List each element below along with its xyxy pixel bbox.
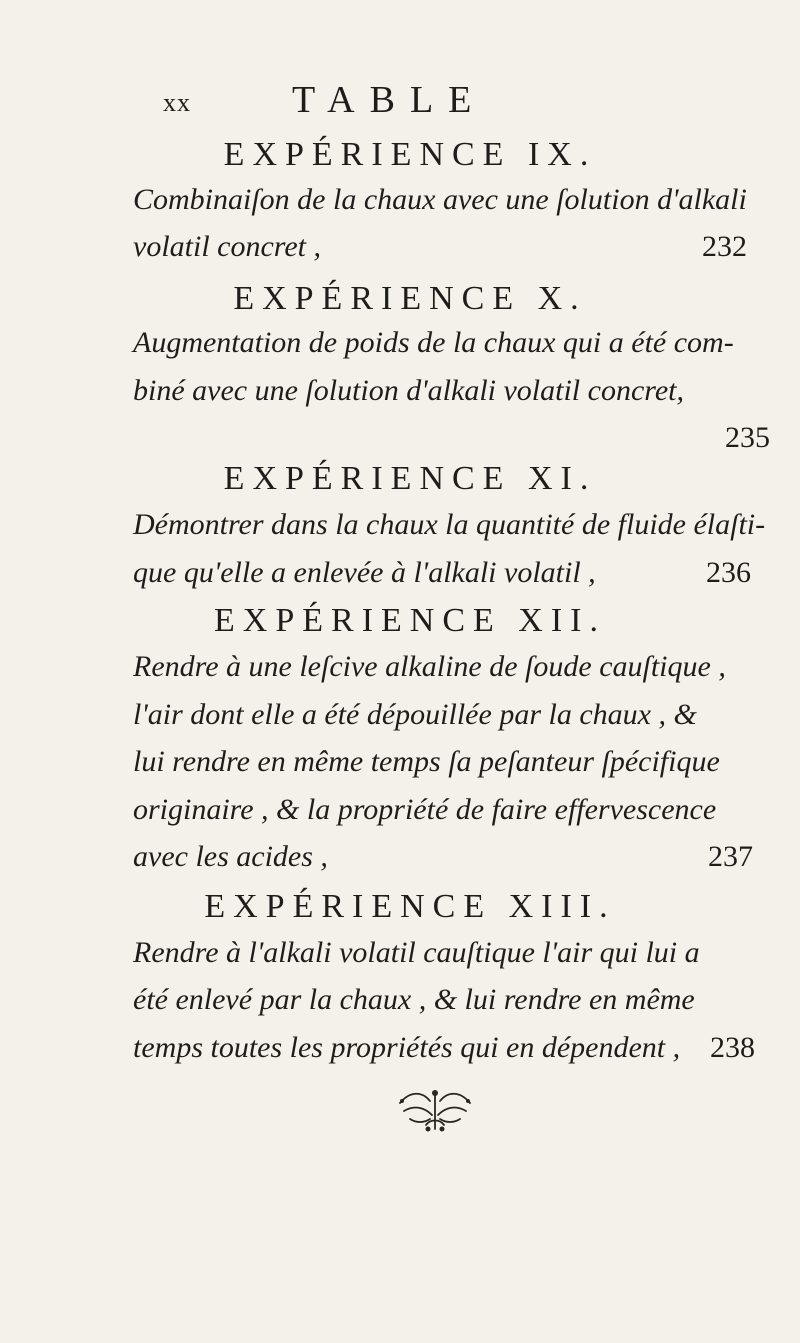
floral-ornament-icon (390, 1085, 480, 1135)
entry-text-line: Rendre à l'alkali volatil cauſtique l'air qui lui a (133, 936, 700, 969)
page-reference: 237 (708, 840, 753, 873)
entry-text-line: originaire , & la propriété de faire effervescence (133, 793, 717, 826)
experience-heading: EXPÉRIENCE XII. (214, 602, 606, 639)
page-reference: 232 (702, 230, 747, 263)
experience-heading: EXPÉRIENCE XI. (223, 460, 597, 497)
entry-text-line: Augmentation de poids de la chaux qui a été com- (133, 326, 734, 359)
entry-text-line: Rendre à une leſcive alkaline de ſoude cauſtique , (133, 650, 726, 683)
entry-text-line: avec les acides , (133, 840, 328, 873)
entry-text-line: lui rendre en même temps ſa peſanteur ſpécifique (133, 745, 720, 778)
experience-heading: EXPÉRIENCE XIII. (204, 888, 616, 925)
entry-text-line: biné avec une ſolution d'alkali volatil concret, (133, 374, 684, 407)
running-header (0, 78, 800, 128)
running-title: TABLE (292, 79, 487, 121)
page-reference: 238 (710, 1031, 755, 1064)
page-folio: xx (163, 88, 191, 117)
page-reference: 236 (706, 556, 751, 589)
page-reference: 235 (725, 421, 770, 454)
entry-text-line: l'air dont elle a été dépouillée par la chaux , & (133, 698, 697, 731)
entry-text-line: Combinaiſon de la chaux avec une ſolution d'alkali (133, 183, 747, 216)
entry-text-line: que qu'elle a enlevée à l'alkali volatil , (133, 556, 596, 589)
entry-text-line: volatil concret , (133, 230, 321, 263)
experience-heading: EXPÉRIENCE X. (233, 280, 587, 317)
entry-text-line: Démontrer dans la chaux la quantité de fluide élaſti- (133, 508, 766, 541)
experience-heading: EXPÉRIENCE IX. (223, 136, 597, 173)
entry-text-line: temps toutes les propriétés qui en dépendent , (133, 1031, 681, 1064)
entry-text-line: été enlevé par la chaux , & lui rendre en même (133, 983, 695, 1016)
